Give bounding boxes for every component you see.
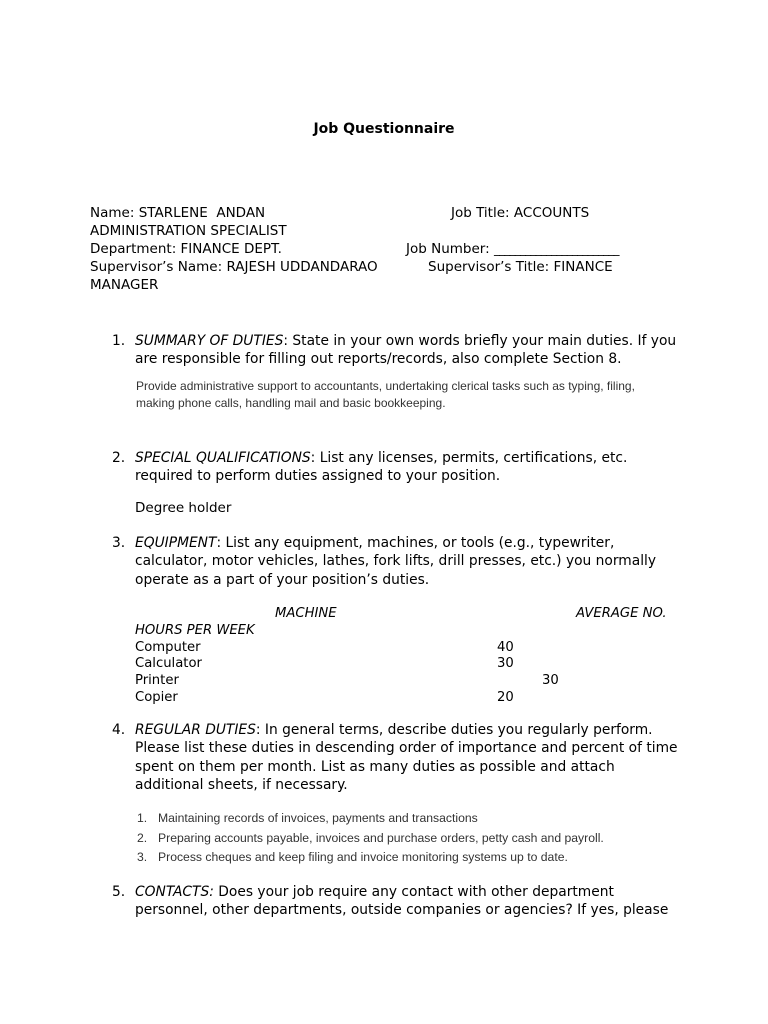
equipment-machine: Printer [135, 673, 179, 688]
section-prompt [135, 449, 687, 486]
equipment-hours: 40 [497, 640, 514, 655]
section-text: : List any licenses, permits, certifications, etc. required to perform duties assigned to your position. [135, 450, 628, 485]
column-header-average: AVERAGE NO. [576, 606, 667, 621]
section-heading: SPECIAL QUALIFICATIONS [135, 450, 311, 466]
qualifications-answer: Degree holder [135, 500, 232, 516]
job-title-value: ACCOUNTS [513, 205, 590, 221]
job-number-field [406, 241, 619, 258]
equipment-machine: Calculator [135, 656, 202, 671]
summary-answer [136, 378, 635, 412]
list-item: 2. Preparing accounts payable, invoices and purchase orders, petty cash and payroll. [137, 830, 604, 845]
department-label: Department: [90, 241, 177, 257]
name-label: Name: [90, 205, 135, 221]
section-prompt [135, 883, 687, 920]
section-number: 5. [112, 884, 126, 900]
supervisor-title-continued: MANAGER [90, 277, 159, 293]
section-prompt [135, 332, 687, 369]
job-title-field [451, 205, 589, 222]
equipment-hours: 30 [542, 673, 559, 688]
equipment-hours: 20 [497, 690, 514, 705]
job-number-blank: ________________________ [493, 242, 619, 256]
section-number: 3. [112, 535, 126, 551]
job-title-continued: ADMINISTRATION SPECIALIST [90, 223, 287, 239]
section-prompt [135, 534, 687, 589]
supervisor-title-field [428, 259, 613, 276]
job-number-label: Job Number: [406, 241, 490, 257]
job-title-label: Job Title: [451, 205, 510, 221]
page-title: Job Questionnaire [313, 121, 455, 137]
supervisor-name-value: RAJESH UDDANDARAO [226, 259, 378, 275]
section-number: 2. [112, 450, 126, 466]
supervisor-name-field [90, 259, 378, 276]
list-item: 1. Maintaining records of invoices, payments and transactions [137, 811, 478, 825]
name-field [90, 205, 265, 222]
section-heading: EQUIPMENT [135, 535, 217, 551]
column-header-hours: HOURS PER WEEK [135, 623, 255, 638]
supervisor-name-label: Supervisor’s Name: [90, 259, 223, 275]
section-prompt [135, 721, 687, 794]
list-item: 3. Process cheques and keep filing and invoice monitoring systems up to date. [137, 850, 568, 864]
section-text: : In general terms, describe duties you regularly perform. Please list these duties in descending order of importance and percent of time spent on them per month. List as many duties as possible and attach additional sheets, if necessary. [135, 722, 678, 793]
supervisor-title-value: FINANCE [553, 259, 613, 275]
section-heading: CONTACTS: [135, 884, 214, 900]
column-header-machine: MACHINE [275, 606, 337, 621]
section-number: 1. [112, 333, 126, 349]
section-heading: SUMMARY OF DUTIES [135, 333, 284, 349]
department-field [90, 241, 282, 258]
section-text: : List any equipment, machines, or tools (e.g., typewriter, calculator, motor vehicles, lathes, fork lifts, drill presses, etc.) you normally operate as a part of your position’s duties. [135, 535, 657, 588]
name-value: STARLENE ANDAN [138, 205, 266, 221]
equipment-machine: Computer [135, 640, 201, 655]
supervisor-title-label: Supervisor’s Title: [428, 259, 550, 275]
duties-list [137, 809, 604, 868]
equipment-machine: Copier [135, 690, 178, 705]
section-text: Does your job require any contact with other department personnel, other departments, outside companies or agencies? If yes, please [135, 884, 669, 919]
section-number: 4. [112, 722, 126, 738]
section-text: : State in your own words briefly your main duties. If you are responsible for filling out reports/records, also complete Section 8. [135, 333, 677, 368]
section-heading: REGULAR DUTIES [135, 722, 256, 738]
equipment-hours: 30 [497, 656, 514, 671]
department-value: FINANCE DEPT. [180, 241, 282, 257]
summary-answer-line: making phone calls, handling mail and basic bookkeeping. [136, 396, 446, 410]
summary-answer-line: Provide administrative support to accountants, undertaking clerical tasks such as typing, filing, [136, 379, 635, 393]
